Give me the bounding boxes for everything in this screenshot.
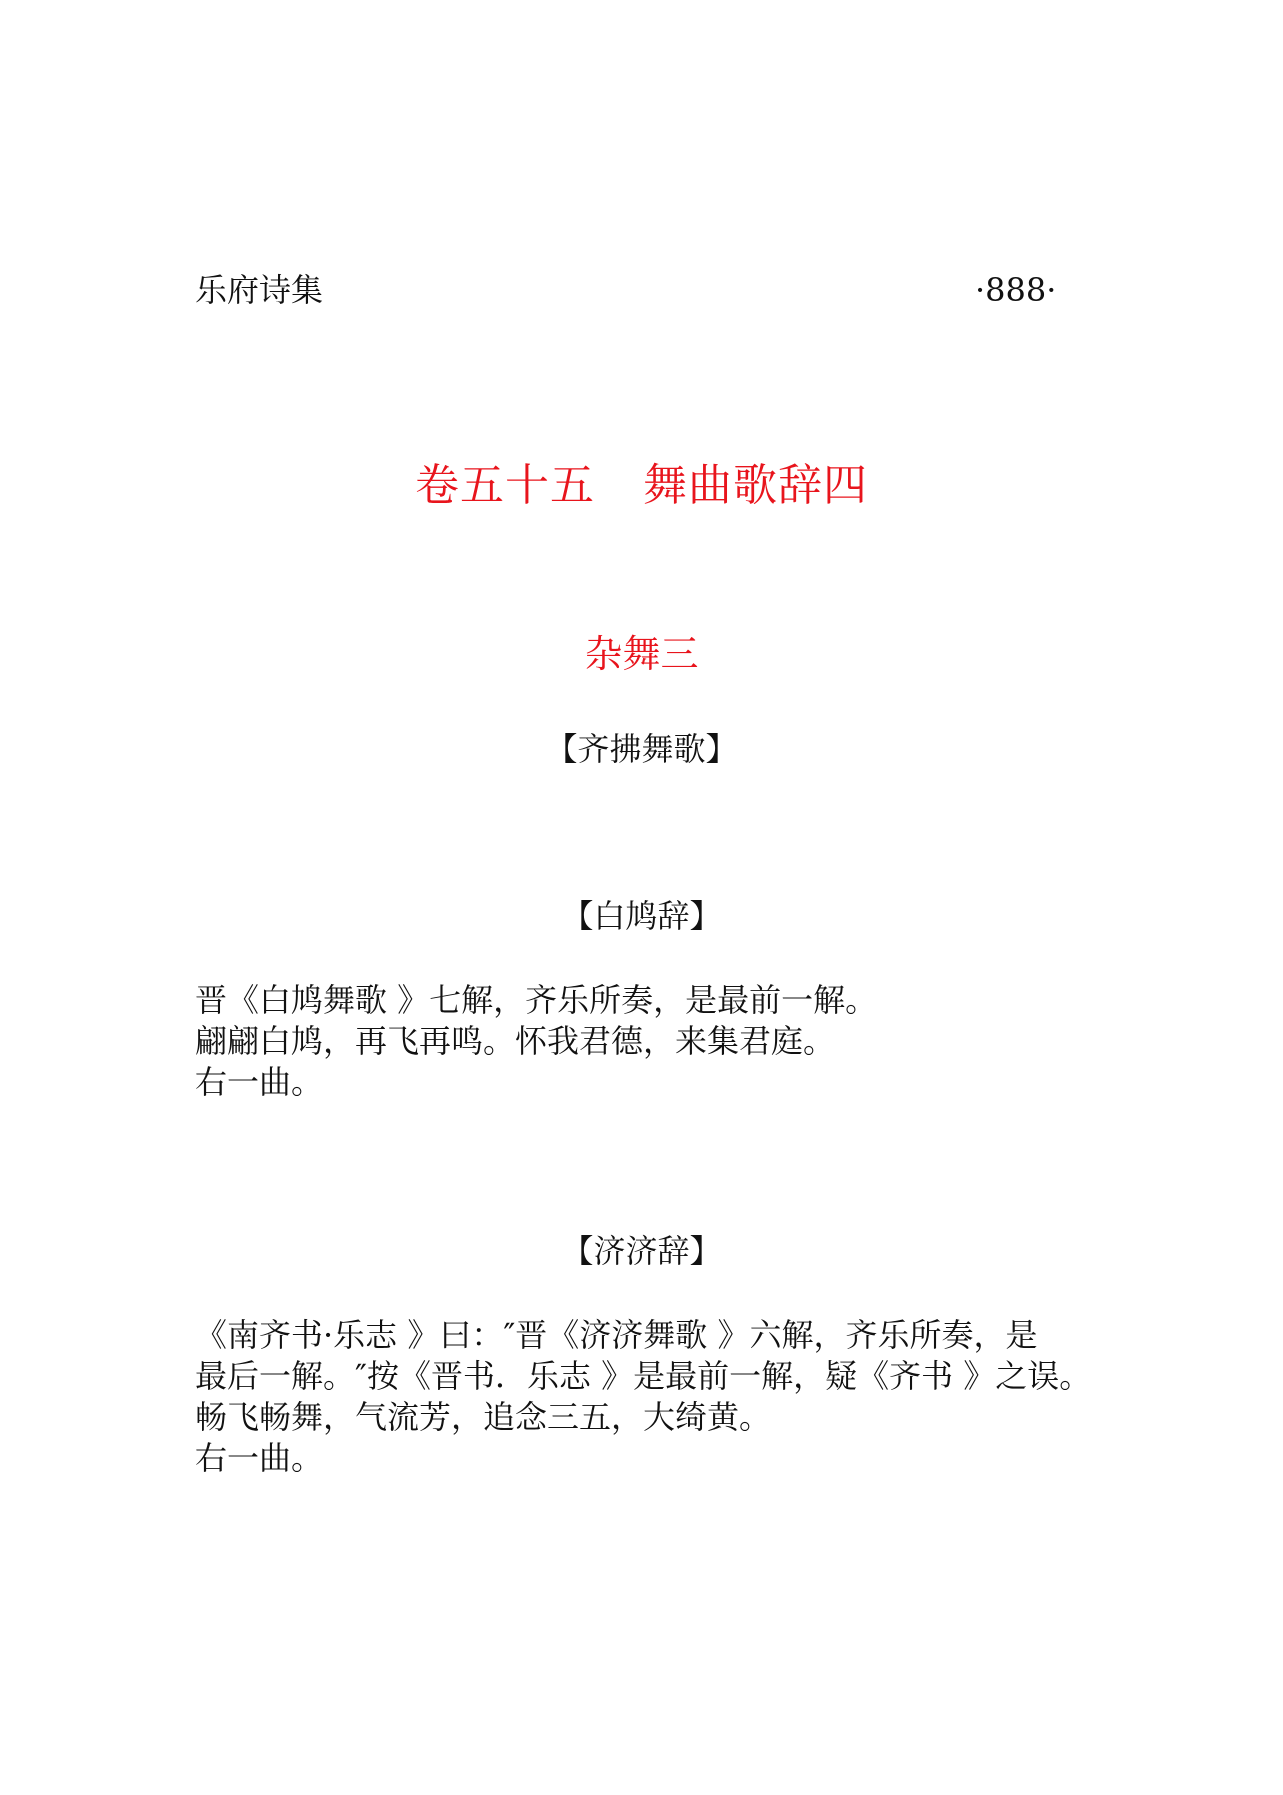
text-line: 右一曲。 — [195, 1439, 324, 1477]
volume-number: 卷五十五 — [415, 460, 595, 511]
book-title: 乐府诗集 — [195, 271, 324, 309]
text-line: 最后一解。″按《晋书．乐志 》是最前一解，疑《齐书 》之误。 — [195, 1357, 1092, 1395]
heading-ji-ji-ci: 【济济辞】 — [561, 1232, 722, 1270]
text-line: 畅飞畅舞，气流芳，追念三五，大绮黄。 — [195, 1398, 772, 1436]
volume-category: 舞曲歌辞四 — [643, 460, 868, 511]
text-line: 晋《白鸠舞歌 》七解，齐乐所奏，是最前一解。 — [195, 981, 878, 1019]
heading-bai-jiu-ci: 【白鸠辞】 — [561, 897, 722, 935]
text-block-bai-jiu-ci — [195, 980, 1145, 1103]
section-title: 杂舞三 — [584, 632, 699, 676]
text-line: 右一曲。 — [195, 1063, 324, 1101]
heading-qi-fu-wu-ge: 【齐拂舞歌】 — [545, 730, 738, 768]
text-block-ji-ji-ci — [195, 1315, 1145, 1479]
page-number: ·888· — [975, 271, 1057, 309]
text-line: 《南齐书·乐志 》曰：″晋《济济舞歌 》六解，齐乐所奏，是 — [195, 1316, 1038, 1354]
text-line: 翩翩白鸠，再飞再鸣。怀我君德，来集君庭。 — [195, 1022, 836, 1060]
volume-title — [0, 458, 1283, 514]
